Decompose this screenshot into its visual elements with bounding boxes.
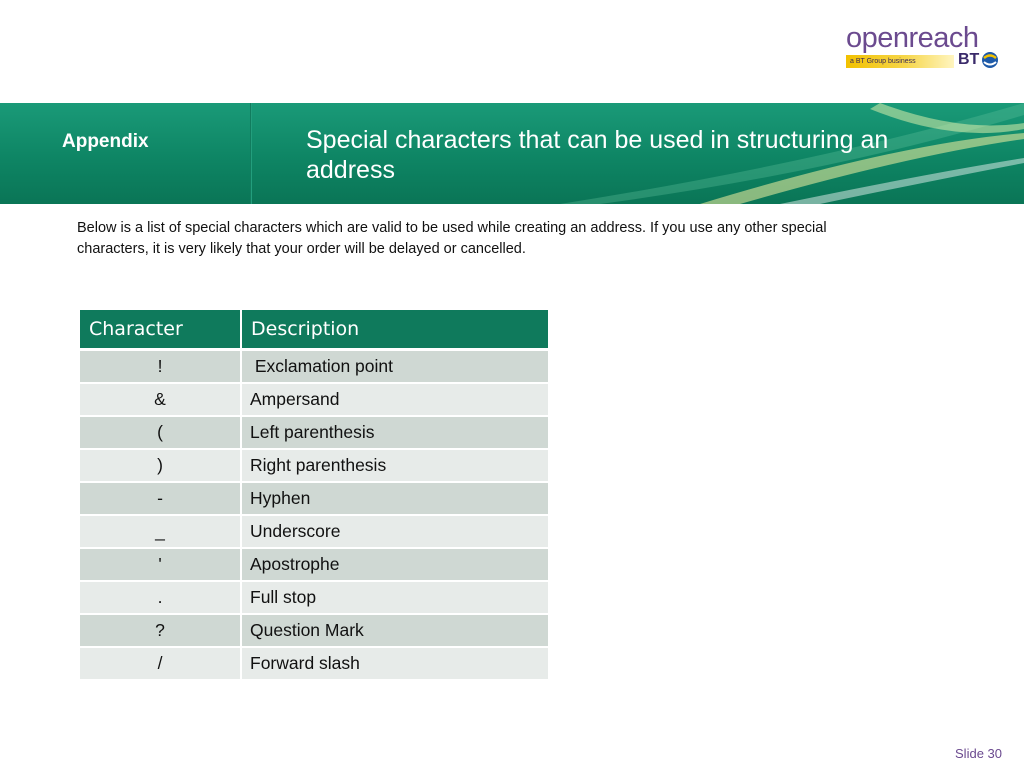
character-cell: ? — [79, 614, 241, 647]
description-cell: Full stop — [241, 581, 549, 614]
table-row — [79, 350, 549, 384]
table-row — [79, 482, 549, 515]
description-cell: Underscore — [241, 515, 549, 548]
table-row — [79, 416, 549, 449]
title-banner — [0, 103, 1024, 204]
table-row — [79, 383, 549, 416]
bt-globe-icon — [980, 50, 1000, 70]
slide-number: Slide 30 — [955, 746, 1002, 761]
table-row — [79, 614, 549, 647]
character-cell: . — [79, 581, 241, 614]
intro-paragraph: Below is a list of special characters which are valid to be used while creating an address. If you use any other special characters, it is very likely that your order will be delayed or cancelled. — [77, 220, 827, 257]
table-row — [79, 449, 549, 482]
slide-title: Special characters that can be used in structuring an address — [306, 126, 889, 184]
table-row — [79, 515, 549, 548]
column-header-character: Character — [79, 309, 241, 350]
logo-tagline: a BT Group business — [846, 55, 954, 68]
description-cell: Right parenthesis — [241, 449, 549, 482]
special-characters-table — [78, 308, 550, 681]
openreach-logo — [846, 22, 1006, 74]
column-header-description: Description — [241, 309, 549, 350]
character-cell: - — [79, 482, 241, 515]
table-row — [79, 647, 549, 680]
character-cell: ! — [79, 350, 241, 384]
description-cell: Ampersand — [241, 383, 549, 416]
section-title: Appendix — [62, 131, 149, 152]
description-cell: Left parenthesis — [241, 416, 549, 449]
logo-wordmark: openreach — [846, 22, 979, 54]
character-cell: & — [79, 383, 241, 416]
table-row — [79, 581, 549, 614]
character-cell: ( — [79, 416, 241, 449]
character-cell: ' — [79, 548, 241, 581]
table-header-row — [79, 309, 549, 350]
character-cell: ) — [79, 449, 241, 482]
character-cell: / — [79, 647, 241, 680]
logo-bt: BT — [958, 51, 980, 68]
description-cell: Question Mark — [241, 614, 549, 647]
description-cell: Hyphen — [241, 482, 549, 515]
table-row — [79, 548, 549, 581]
description-cell: Apostrophe — [241, 548, 549, 581]
description-cell: Exclamation point — [241, 350, 549, 384]
character-cell: _ — [79, 515, 241, 548]
description-cell: Forward slash — [241, 647, 549, 680]
banner-divider — [250, 103, 252, 204]
